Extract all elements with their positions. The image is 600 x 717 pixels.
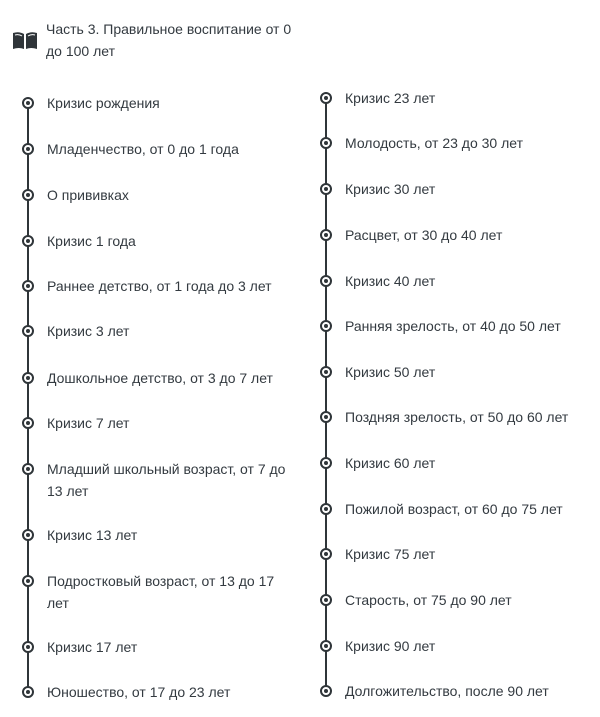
- timeline-right-item-label: Поздняя зрелость, от 50 до 60 лет: [345, 409, 569, 425]
- chapter-header: [12, 18, 306, 62]
- timeline-left-item[interactable]: [22, 275, 287, 297]
- timeline-right-item[interactable]: [320, 315, 595, 337]
- timeline-right-item-label: Кризис 40 лет: [345, 273, 436, 289]
- timeline-right-item[interactable]: [320, 178, 595, 200]
- timeline-right-item-label: Кризис 75 лет: [345, 546, 436, 562]
- timeline-left-item[interactable]: [22, 320, 287, 342]
- timeline-right-item[interactable]: [320, 132, 595, 154]
- timeline-dot-icon: [320, 685, 332, 697]
- timeline-left-item-label: О прививках: [47, 187, 129, 203]
- timeline-right-item[interactable]: [320, 543, 595, 565]
- timeline-left-item-label: Кризис 3 лет: [47, 323, 130, 339]
- timeline-dot-icon: [320, 183, 332, 195]
- timeline-left-item-label: Кризис 13 лет: [47, 527, 138, 543]
- timeline-left-item[interactable]: [22, 681, 287, 703]
- timeline-right-item-label: Кризис 90 лет: [345, 638, 436, 654]
- timeline-dot-icon: [22, 143, 34, 155]
- timeline-right-item-label: Кризис 50 лет: [345, 364, 436, 380]
- timeline-right-item[interactable]: [320, 406, 595, 428]
- timeline-right-item[interactable]: [320, 680, 595, 702]
- timeline-dot-icon: [320, 92, 332, 104]
- timeline-dot-icon: [22, 280, 34, 292]
- book-icon: [12, 30, 38, 52]
- timeline-dot-icon: [320, 503, 332, 515]
- timeline-dot-icon: [320, 640, 332, 652]
- timeline-right-item-label: Кризис 23 лет: [345, 90, 436, 106]
- timeline-dot-icon: [22, 417, 34, 429]
- timeline-dot-icon: [320, 457, 332, 469]
- timeline-right-item[interactable]: [320, 635, 595, 657]
- timeline-right-item-label: Расцвет, от 30 до 40 лет: [345, 227, 503, 243]
- timeline-left-item-label: Подростковый возраст, от 13 до 17 лет: [47, 573, 275, 611]
- timeline-dot-icon: [22, 372, 34, 384]
- timeline-right-item-label: Молодость, от 23 до 30 лет: [345, 135, 523, 151]
- timeline-dot-icon: [320, 320, 332, 332]
- timeline-dot-icon: [320, 548, 332, 560]
- timeline-left-item[interactable]: [22, 636, 287, 658]
- timeline-left-item-label: Младший школьный возраст, от 7 до 13 лет: [47, 461, 286, 499]
- timeline-left-item-label: Дошкольное детство, от 3 до 7 лет: [47, 370, 273, 386]
- timeline-left-item[interactable]: [22, 184, 287, 206]
- timeline-dot-icon: [22, 529, 34, 541]
- timeline-right-item-label: Кризис 30 лет: [345, 181, 436, 197]
- timeline-right-item-label: Старость, от 75 до 90 лет: [345, 592, 512, 608]
- timeline-right-item[interactable]: [320, 452, 595, 474]
- timeline-dot-icon: [22, 189, 34, 201]
- timeline-right-item[interactable]: [320, 361, 595, 383]
- timeline-left-item[interactable]: [22, 367, 287, 389]
- timeline-left-item[interactable]: [22, 92, 287, 114]
- timeline-dot-icon: [22, 97, 34, 109]
- timeline-dot-icon: [320, 411, 332, 423]
- timeline-left-item-label: Младенчество, от 0 до 1 года: [47, 141, 239, 157]
- timeline-dot-icon: [22, 235, 34, 247]
- timeline-left-item[interactable]: [22, 570, 287, 614]
- timeline-right-item-label: Долгожительство, после 90 лет: [345, 683, 549, 699]
- timeline-dot-icon: [320, 594, 332, 606]
- timeline-left-item-label: Кризис рождения: [47, 95, 160, 111]
- timeline-left-item[interactable]: [22, 524, 287, 546]
- timeline-right-item[interactable]: [320, 270, 595, 292]
- timeline-dot-icon: [22, 686, 34, 698]
- timeline-left-item-label: Кризис 1 года: [47, 233, 136, 249]
- timeline-left-item[interactable]: [22, 230, 287, 252]
- timeline-right-item[interactable]: [320, 87, 595, 109]
- timeline-dot-icon: [22, 641, 34, 653]
- timeline-dot-icon: [22, 463, 34, 475]
- timeline-left-item[interactable]: [22, 458, 287, 502]
- timeline-left-item[interactable]: [22, 138, 287, 160]
- timeline-dot-icon: [22, 575, 34, 587]
- timeline-left-item-label: Кризис 17 лет: [47, 639, 138, 655]
- timeline-right-item-label: Ранняя зрелость, от 40 до 50 лет: [345, 318, 561, 334]
- timeline-left-item[interactable]: [22, 412, 287, 434]
- timeline-left-item-label: Раннее детство, от 1 года до 3 лет: [47, 278, 272, 294]
- timeline-right-item-label: Пожилой возраст, от 60 до 75 лет: [345, 501, 563, 517]
- timeline-right-item[interactable]: [320, 498, 595, 520]
- timeline-left-item-label: Кризис 7 лет: [47, 415, 130, 431]
- timeline-dot-icon: [22, 325, 34, 337]
- timeline-right-item-label: Кризис 60 лет: [345, 455, 436, 471]
- timeline-dot-icon: [320, 229, 332, 241]
- timeline-left-item-label: Юношество, от 17 до 23 лет: [47, 684, 231, 700]
- timeline-right-item[interactable]: [320, 589, 595, 611]
- timeline-right-item[interactable]: [320, 224, 595, 246]
- timeline-dot-icon: [320, 275, 332, 287]
- timeline-dot-icon: [320, 366, 332, 378]
- chapter-title: Часть 3. Правильное воспитание от 0 до 100 лет: [46, 21, 292, 59]
- timeline-dot-icon: [320, 137, 332, 149]
